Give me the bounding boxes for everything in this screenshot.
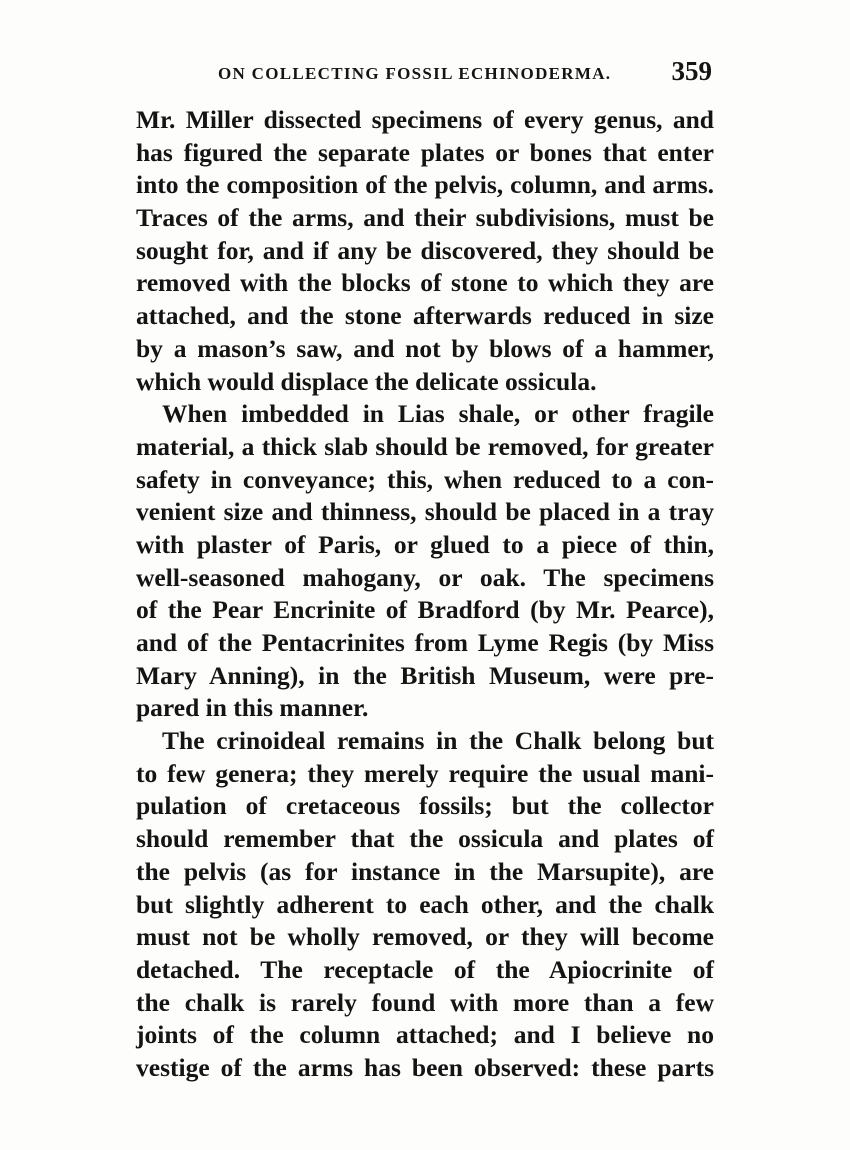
text-line: removed with the blocks of stone to which they are [136, 268, 714, 298]
text-line: pulation of cretaceous fossils; but the collector [136, 791, 714, 821]
text-line: which would displace the delicate ossicula. [136, 366, 597, 396]
text-line: joints of the column attached; and I believe no [136, 1020, 714, 1050]
text-line: venient size and thinness, should be placed in a tray [136, 497, 714, 527]
text-line: has figured the separate plates or bones that enter [136, 137, 714, 167]
text-line: pared in this manner. [136, 693, 369, 723]
text-line: must not be wholly removed, or they will become [136, 922, 714, 952]
text-line: When imbedded in Lias shale, or other fragile [162, 399, 714, 429]
running-title: ON COLLECTING FOSSIL ECHINODERMA. [218, 64, 612, 83]
text-line: to few genera; they merely require the usual mani- [136, 758, 714, 788]
text-line: attached, and the stone afterwards reduced in size [136, 301, 714, 331]
text-line: and of the Pentacrinites from Lyme Regis (by Miss [136, 628, 714, 657]
text-line: sought for, and if any be discovered, they should be [136, 235, 714, 265]
text-line: Mr. Miller dissected specimens of every genus, and [136, 105, 714, 134]
page-number: 359 [671, 56, 712, 86]
text-line: The crinoideal remains in the Chalk belong but [162, 726, 714, 756]
body-text [136, 104, 714, 1085]
text-line: the chalk is rarely found with more than a few [136, 987, 714, 1017]
text-line: of the Pear Encrinite of Bradford (by Mr. Pearce), [136, 595, 714, 625]
text-line: Traces of the arms, and their subdivisions, must be [136, 203, 714, 233]
text-line: detached. The receptacle of the Apiocrinite of [136, 954, 714, 984]
text-line: into the composition of the pelvis, column, and arms. [136, 170, 714, 200]
text-line: by a mason’s saw, and not by blows of a hammer, [136, 333, 714, 363]
text-line: with plaster of Paris, or glued to a piece of thin, [136, 529, 714, 559]
text-line: material, a thick slab should be removed, for greater [136, 431, 714, 461]
text-line: well-seasoned mahogany, or oak. The specimens [136, 562, 714, 592]
text-line: should remember that the ossicula and plates of [136, 824, 714, 854]
running-head [136, 56, 712, 90]
text-line: but slightly adherent to each other, and the chalk [136, 889, 714, 919]
text-line: safety in conveyance; this, when reduced to a con- [136, 464, 714, 494]
text-line: the pelvis (as for instance in the Marsupite), are [136, 856, 714, 886]
text-line: Mary Anning), in the British Museum, were pre- [136, 660, 714, 690]
text-line: vestige of the arms has been observed: these parts [136, 1052, 714, 1082]
